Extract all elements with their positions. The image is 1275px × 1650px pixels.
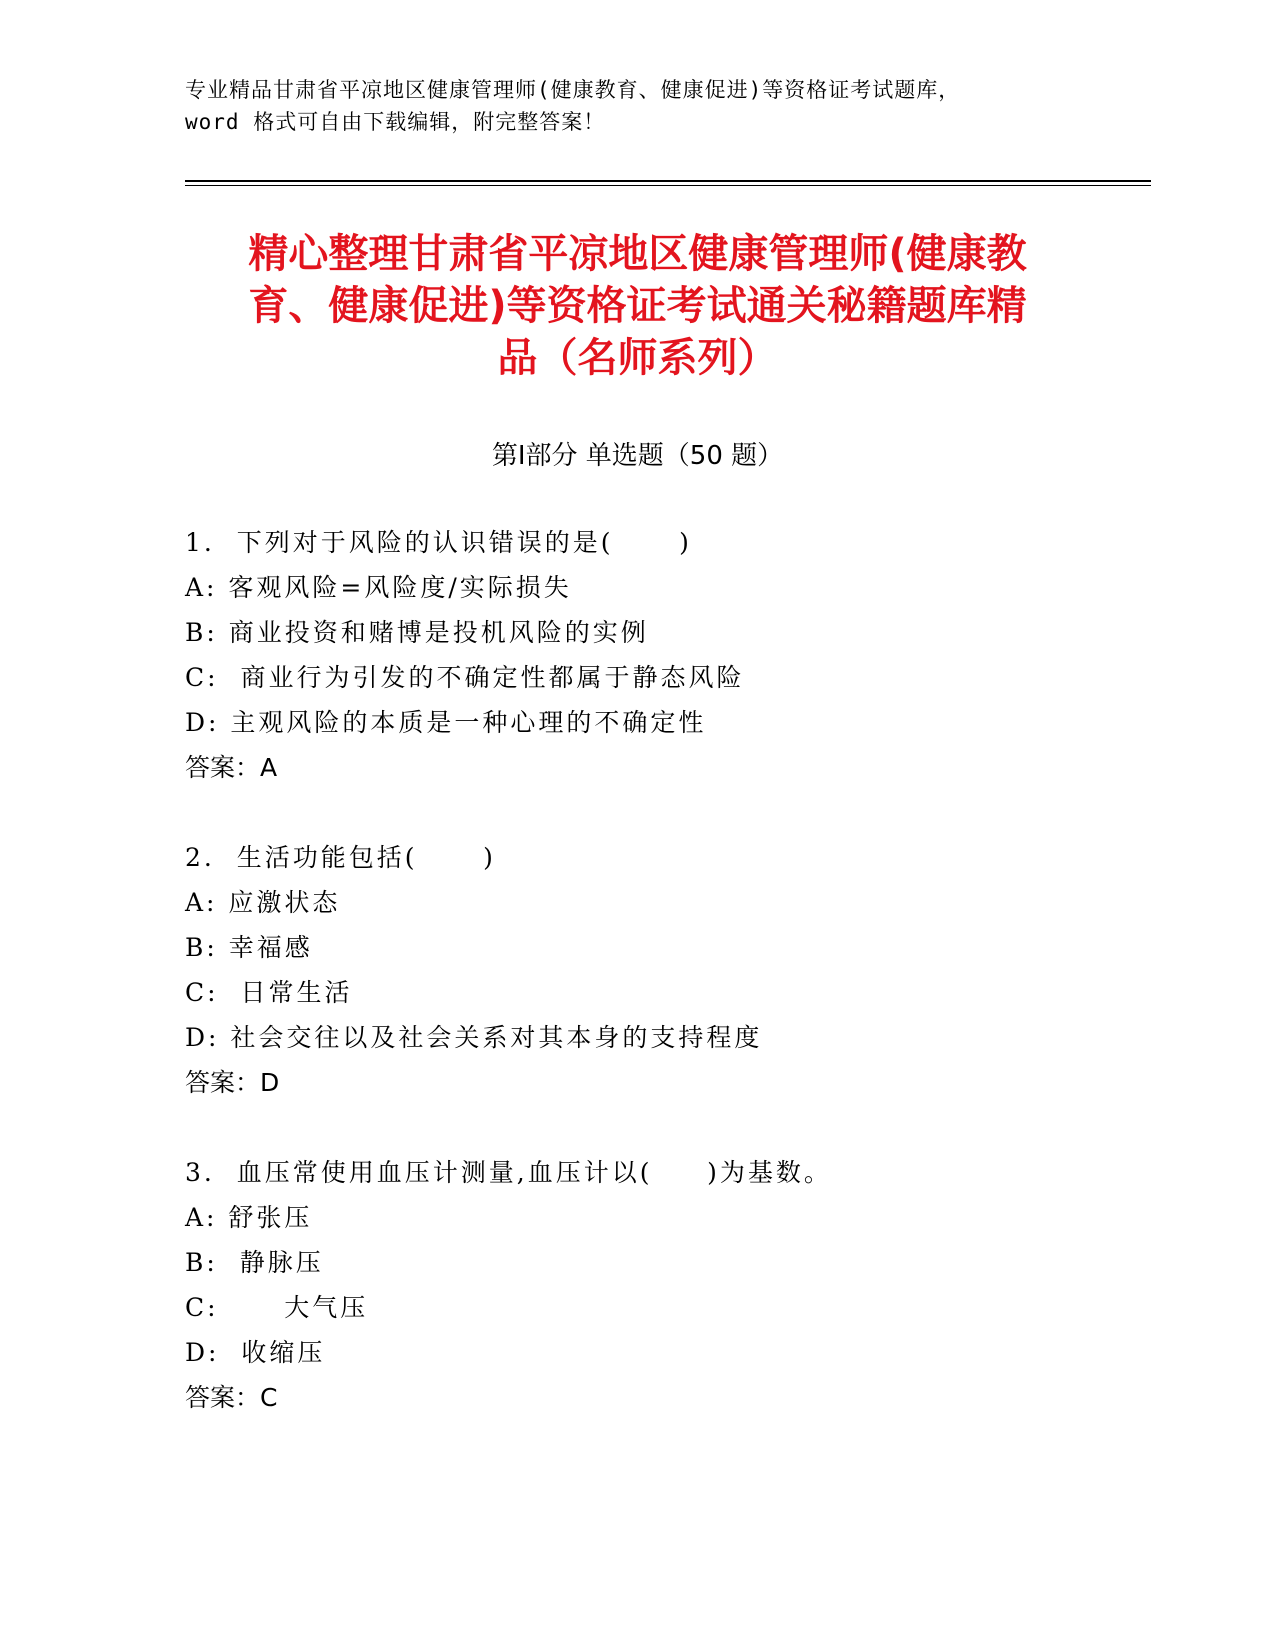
answer: 答案：D	[185, 1068, 280, 1097]
option-d: D: 收缩压	[185, 1338, 326, 1367]
option-c: C: 日常生活	[185, 978, 353, 1007]
document-title	[185, 228, 1090, 384]
question-1	[185, 520, 1145, 790]
section-heading: 第Ⅰ部分 单选题（50 题）	[491, 441, 784, 471]
option-b: B: 静脉压	[185, 1248, 324, 1277]
header-note-line-2: word 格式可自由下载编辑，附完整答案！	[185, 110, 606, 134]
document-title-line-1: 精心整理甘肃省平凉地区健康管理师(健康教	[248, 231, 1027, 277]
document-title-line-3: 品（名师系列）	[497, 335, 778, 381]
question-stem: 2. 生活功能包括( )	[185, 843, 496, 872]
option-b: B: 商业投资和赌博是投机风险的实例	[185, 618, 649, 647]
option-a: A: 应激状态	[185, 888, 341, 917]
option-b: B: 幸福感	[185, 933, 313, 962]
question-stem: 3. 血压常使用血压计测量,血压计以( )为基数。	[185, 1158, 832, 1187]
option-d: D: 社会交往以及社会关系对其本身的支持程度	[185, 1023, 763, 1052]
header-rule-thin	[185, 185, 1151, 186]
header-rule-thick	[185, 180, 1151, 182]
question-stem: 1. 下列对于风险的认识错误的是( )	[185, 528, 692, 557]
option-a: A: 舒张压	[185, 1203, 313, 1232]
option-c: C: 大气压	[185, 1293, 369, 1322]
header-note	[185, 74, 1115, 138]
option-c: C: 商业行为引发的不确定性都属于静态风险	[185, 663, 745, 692]
option-a: A: 客观风险=风险度/实际损失	[185, 573, 572, 602]
header-note-line-1: 专业精品甘肃省平凉地区健康管理师(健康教育、健康促进)等资格证考试题库，	[185, 78, 961, 102]
question-3	[185, 1150, 1145, 1420]
option-d: D: 主观风险的本质是一种心理的不确定性	[185, 708, 707, 737]
answer: 答案：A	[185, 753, 278, 782]
answer: 答案：C	[185, 1383, 278, 1412]
question-2	[185, 835, 1145, 1105]
document-title-line-2: 育、健康促进)等资格证考试通关秘籍题库精	[248, 283, 1027, 329]
